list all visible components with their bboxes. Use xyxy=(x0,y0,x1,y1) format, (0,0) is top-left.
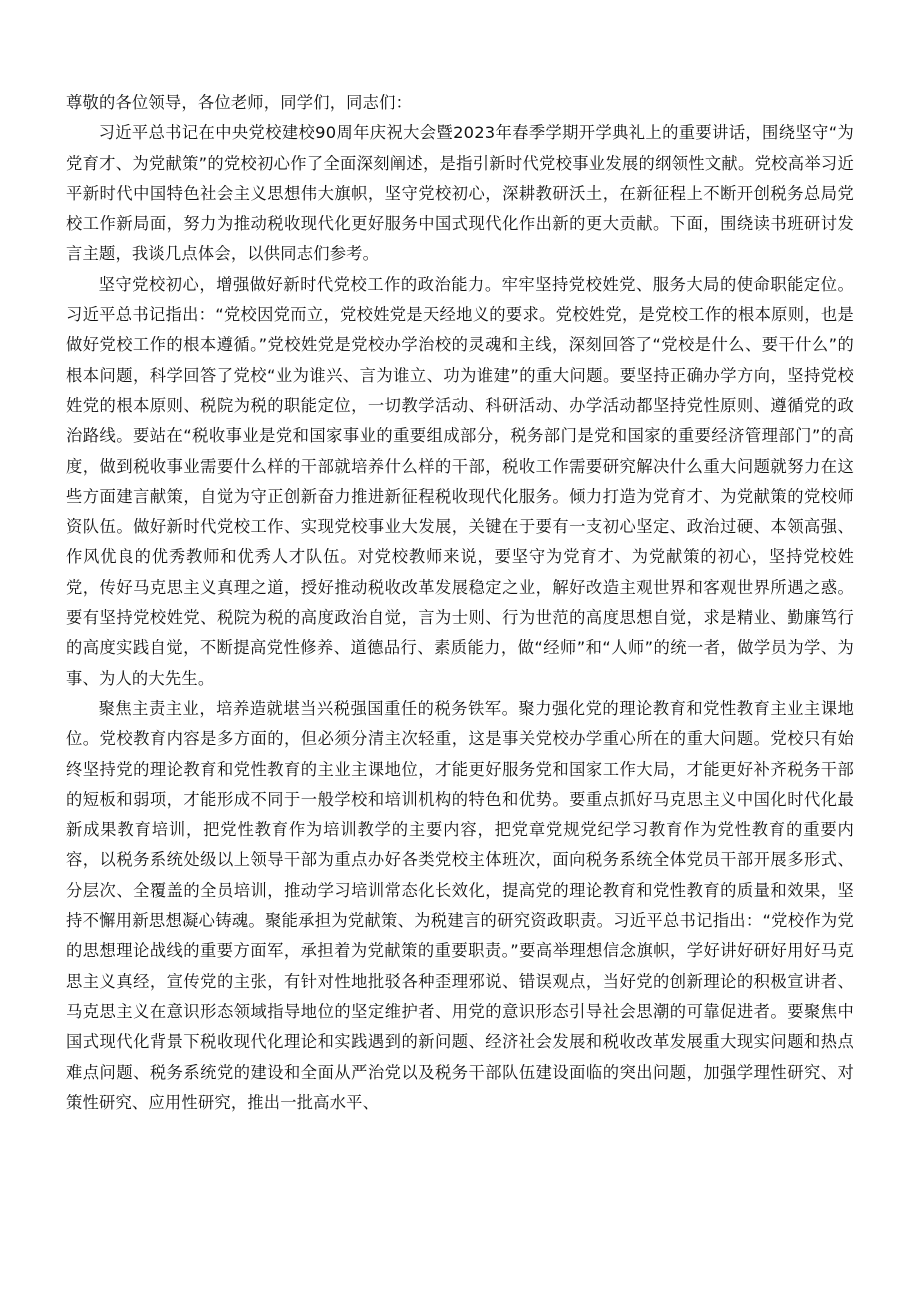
paragraph-main-responsibility: 聚焦主责主业，培养造就堪当兴税强国重任的税务铁军。聚力强化党的理论教育和党性教育主业主课地位。党校教育内容是多方面的，但必须分清主次轻重，这是事关党校办学重心所在的重大问题。党校只有始终坚持党的理论教育和党性教育的主业主课地位，才能更好服务党和国家工作大局，才能更好补齐税务干部的短板和弱项，才能形成不同于一般学校和培训机构的特色和优势。要重点抓好马克思主义中国化时代化最新成果教育培训，把党性教育作为培训教学的主要内容，把党章党规党纪学习教育作为党性教育的重要内容，以税务系统处级以上领导干部为重点办好各类党校主体班次，面向税务系统全体党员干部开展多形式、分层次、全覆盖的全员培训，推动学习培训常态化长效化，提高党的理论教育和党性教育的质量和效果，坚持不懈用新思想凝心铸魂。聚能承担为党献策、为税建言的研究资政职责。习近平总书记指出：“党校作为党的思想理论战线的重要方面军，承担着为党献策的重要职责。”要高举理想信念旗帜，学好讲好研好用好马克思主义真经，宣传党的主张，有针对性地批驳各种歪理邪说、错误观点，当好党的创新理论的积极宣讲者、马克思主义在意识形态领域指导地位的坚定维护者、用党的意识形态引导社会思潮的可靠促进者。要聚焦中国式现代化背景下税收现代化理论和实践遇到的新问题、经济社会发展和税收改革发展重大现实问题和热点难点问题、税务系统党的建设和全面从严治党以及税务干部队伍建设面临的突出问题，加强学理性研究、对策性研究、应用性研究，推出一批高水平、 xyxy=(66,698,854,1112)
paragraph-intro: 习近平总书记在中央党校建校90周年庆祝大会暨2023年春季学期开学典礼上的重要讲话，围绕坚守“为党育才、为党献策”的党校初心作了全面深刻阐述，是指引新时代党校事业发展的纲领性文献。党校高举习近平新时代中国特色社会主义思想伟大旗帜，坚守党校初心，深耕教研沃土，在新征程上不断开创税务总局党校工作新局面，努力为推动税收现代化更好服务中国式现代化作出新的更大贡献。下面，围绕读书班研讨发言主题，我谈几点体会，以供同志们参考。 xyxy=(66,123,854,264)
paragraph-party-school-mission: 坚守党校初心，增强做好新时代党校工作的政治能力。牢牢坚持党校姓党、服务大局的使命职能定位。习近平总书记指出：“党校因党而立，党校姓党是天经地义的要求。党校姓党，是党校工作的根本原则，也是做好党校工作的根本遵循。”党校姓党是党校办学治校的灵魂和主线，深刻回答了“党校是什么、要干什么”的根本问题，科学回答了党校“业为谁兴、言为谁立、功为谁建”的重大问题。要坚持正确办学方向，坚持党校姓党的根本原则、税院为税的职能定位，一切教学活动、科研活动、办学活动都坚持党性原则、遵循党的政治路线。要站在“税收事业是党和国家事业的重要组成部分，税务部门是党和国家的重要经济管理部门”的高度，做到税收事业需要什么样的干部就培养什么样的干部，税收工作需要研究解决什么重大问题就努力在这些方面建言献策，自觉为守正创新奋力推进新征程税收现代化服务。倾力打造为党育才、为党献策的党校师资队伍。做好新时代党校工作、实现党校事业大发展，关键在于要有一支初心坚定、政治过硬、本领高强、作风优良的优秀教师和优秀人才队伍。对党校教师来说，要坚守为党育才、为党献策的初心，坚持党校姓党，传好马克思主义真理之道，授好推动税收改革发展稳定之业，解好改造主观世界和客观世界所遇之惑。要有坚持党校姓党、税院为税的高度政治自觉，言为士则、行为世范的高度思想自觉，求是精业、勤廉笃行的高度实践自觉，不断提高党性修养、道德品行、素质能力，做“经师”和“人师”的统一者，做学员为学、为事、为人的大先生。 xyxy=(66,274,854,688)
document-page xyxy=(66,88,854,1118)
salutation: 尊敬的各位领导，各位老师，同学们，同志们： xyxy=(66,93,413,112)
